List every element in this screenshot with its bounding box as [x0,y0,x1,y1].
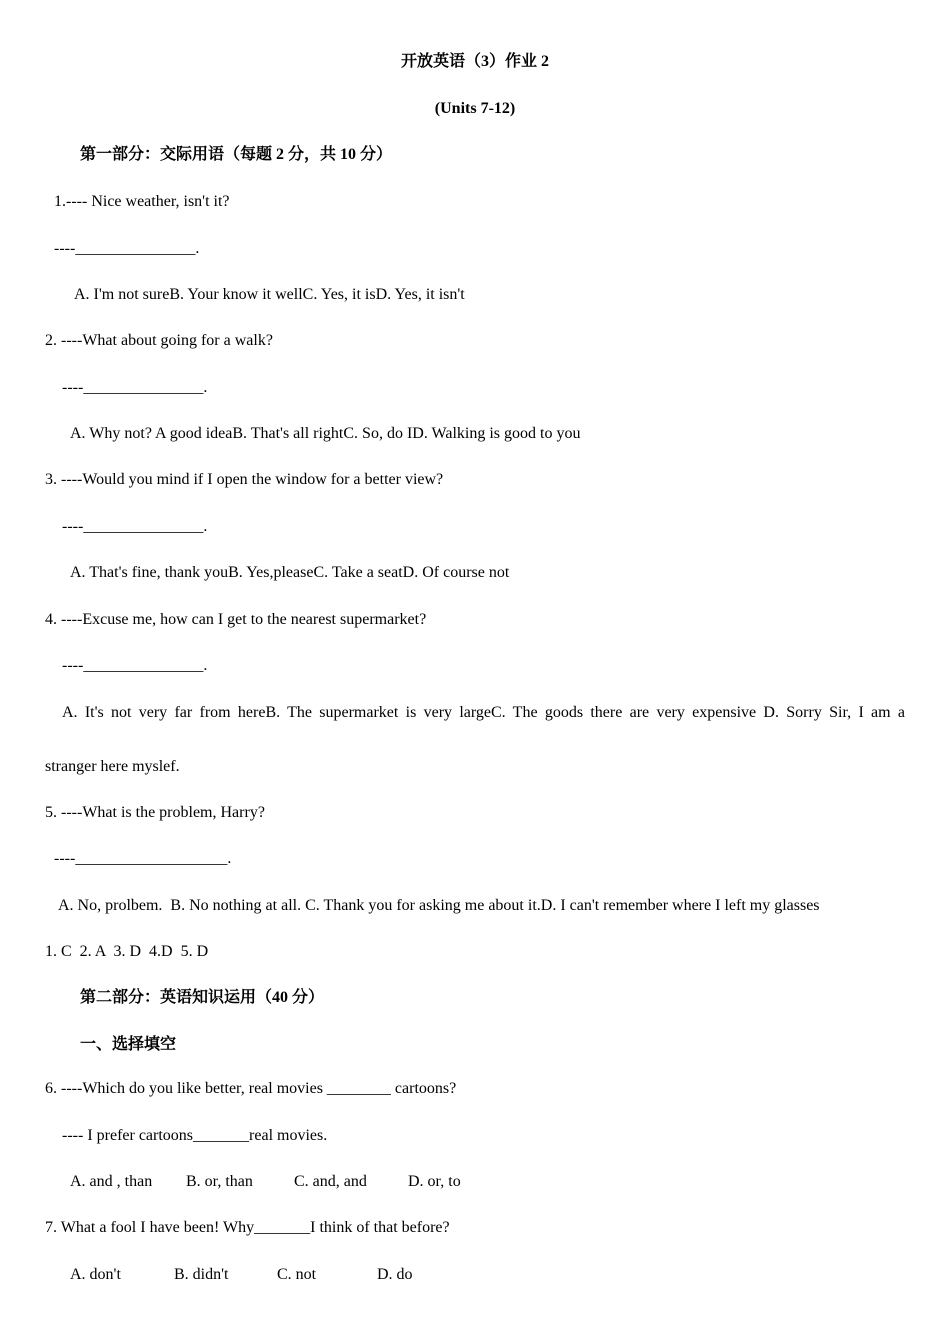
q1-blank: ----_______________. [54,240,200,257]
q6-option-b: B. or, than [186,1173,253,1190]
q2-prompt: 2. ----What about going for a walk? [45,332,273,349]
q7-option-b: B. didn't [174,1266,229,1283]
q6-option-a: A. and , than [70,1173,153,1190]
answer-key: 1. C 2. A 3. D 4.D 5. D [45,943,209,960]
q5-blank: ----___________________. [54,850,232,867]
part1-heading: 第一部分：交际用语（每题 2 分，共 10 分） [80,146,393,163]
document-title: 开放英语（3）作业 2 [400,53,549,70]
q4-prompt: 4. ----Excuse me, how can I get to the nearest supermarket? [45,611,427,628]
q4-options-line1: A. It's not very far from hereB. The supermarket is very largeC. The goods there are very expensive D. Sorry Sir, I am a [62,704,905,721]
q6-line1: 6. ----Which do you like better, real movies ________ cartoons? [45,1080,457,1097]
q6-option-c: C. and, and [294,1173,367,1190]
q7-option-d: D. do [377,1266,413,1283]
document-subtitle: (Units 7-12) [434,100,516,117]
q6-option-d: D. or, to [408,1173,461,1190]
q3-options: A. That's fine, thank youB. Yes,pleaseC. Take a seatD. Of course not [70,564,510,581]
q4-blank: ----_______________. [62,657,208,674]
q2-blank: ----_______________. [62,379,208,396]
q1-options: A. I'm not sureB. Your know it wellC. Yes, it isD. Yes, it isn't [74,286,465,303]
q5-prompt: 5. ----What is the problem, Harry? [45,804,265,821]
section1-heading: 一、选择填空 [80,1036,177,1053]
q1-prompt: 1.---- Nice weather, isn't it? [54,193,230,210]
q7-option-c: C. not [277,1266,317,1283]
q7-line1: 7. What a fool I have been! Why_______I think of that before? [45,1219,450,1236]
q7-option-a: A. don't [70,1266,121,1283]
q4-options-line2: stranger here myslef. [45,758,180,775]
q6-line2: ---- I prefer cartoons_______real movies. [62,1127,328,1144]
part2-heading: 第二部分：英语知识运用（40 分） [80,989,325,1006]
q3-prompt: 3. ----Would you mind if I open the window for a better view? [45,471,444,488]
q2-options: A. Why not? A good ideaB. That's all rightC. So, do ID. Walking is good to you [70,425,581,442]
q5-options: A. No, prolbem. B. No nothing at all. C. Thank you for asking me about it.D. I can't remember where I left my glasses [58,897,820,914]
q3-blank: ----_______________. [62,518,208,535]
